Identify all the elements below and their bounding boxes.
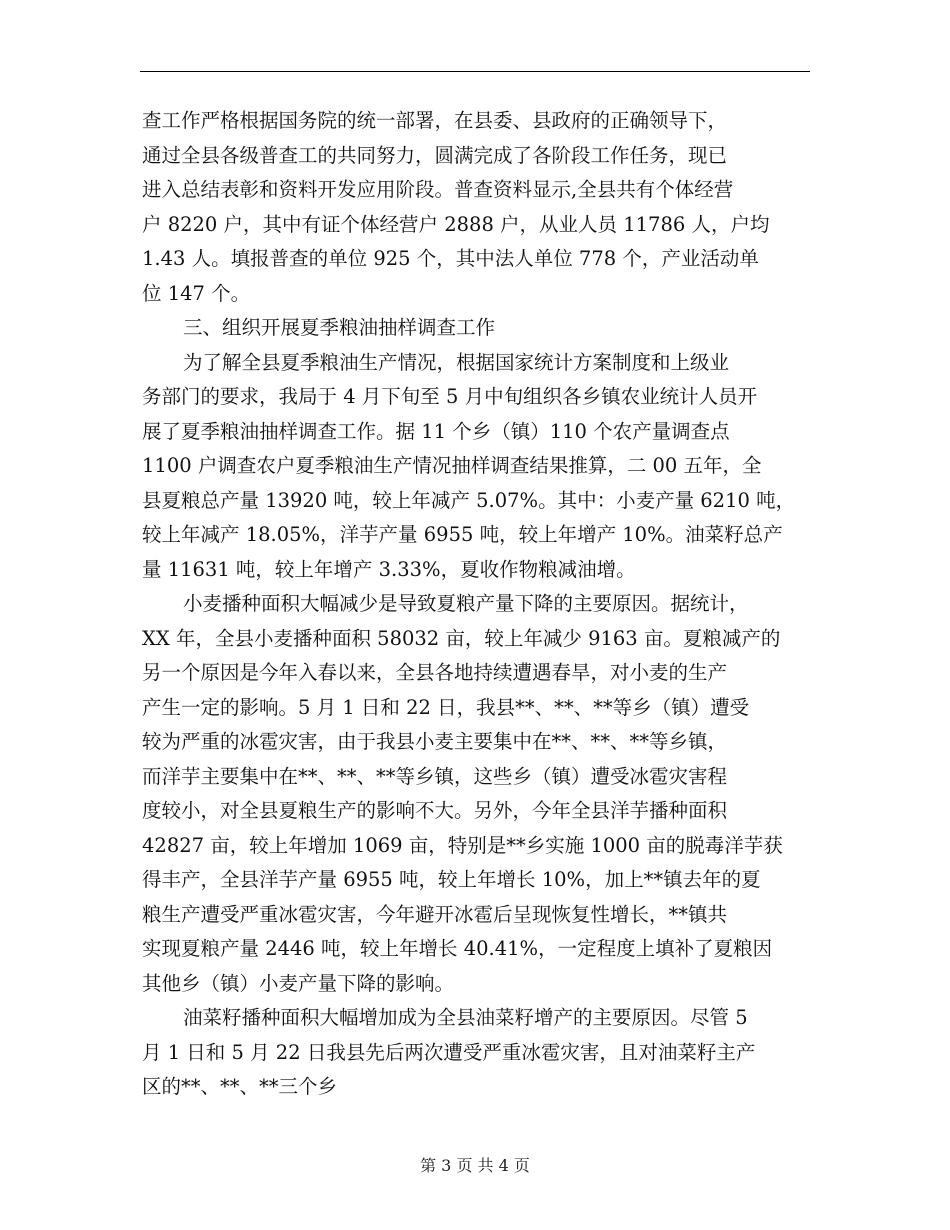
text-line: 位 147 个。 (142, 281, 251, 305)
text-line: 度较小，对全县夏粮生产的影响不大。另外，今年全县洋芋播种面积 (142, 799, 728, 822)
paragraph (142, 104, 810, 311)
text-line: 展了夏季粮油抽样调查工作。据 11 个乡（镇）110 个农产量调查点 (142, 419, 730, 443)
header-rule (140, 71, 810, 72)
text-line: 另一个原因是今年入春以来，全县各地持续遭遇春旱，对小麦的生产 (142, 661, 728, 684)
paragraph (142, 311, 810, 346)
text-line: 为了解全县夏季粮油生产情况，根据国家统计方案制度和上级业 (183, 350, 730, 374)
text-line: 粮生产遭受严重冰雹灾害，今年避开冰雹后呈现恢复性增长，**镇共 (142, 902, 728, 926)
text-line: 得丰产，全县洋芋产量 6955 吨，较上年增长 10%，加上**镇去年的夏 (142, 868, 761, 891)
text-line: 量 11631 吨，较上年增产 3.33%，夏收作物粮减油增。 (142, 557, 636, 581)
page-number: 第 3 页 共 4 页 (420, 1156, 530, 1175)
text-line: 县夏粮总产量 13920 吨，较上年减产 5.07%。其中：小麦产量 6210 吨， (142, 488, 796, 512)
section-heading: 三、组织开展夏季粮油抽样调查工作 (183, 316, 496, 339)
paragraph (142, 346, 810, 588)
text-line: 户 8220 户，其中有证个体经营户 2888 户，从业人员 11786 人，户均 (142, 212, 770, 236)
text-line: 其他乡（镇）小麦产量下降的影响。 (142, 971, 455, 995)
text-line: 1.43 人。填报普查的单位 925 个，其中法人单位 778 个，产业活动单 (142, 247, 759, 270)
text-line: 区的**、**、**三个乡 (142, 1075, 338, 1098)
text-line: 查工作严格根据国务院的统一部署，在县委、县政府的正确领导下， (142, 109, 728, 132)
text-line: 实现夏粮产量 2446 吨，较上年增长 40.41%，一定程度上填补了夏粮因 (142, 937, 773, 960)
text-line: XX 年，全县小麦播种面积 58032 亩，较上年减少 9163 亩。夏粮减产的 (142, 626, 781, 650)
text-line: 进入总结表彰和资料开发应用阶段。普查资料显示,全县共有个体经营 (142, 178, 734, 201)
text-line: 务部门的要求，我局于 4 月下旬至 5 月中旬组织各乡镇农业统计人员开 (142, 385, 758, 408)
paragraph (142, 587, 810, 1001)
text-line: 较为严重的冰雹灾害，由于我县小麦主要集中在**、**、**等乡镇， (142, 730, 728, 753)
document-body (142, 104, 810, 1105)
text-line: 42827 亩，较上年增加 1069 亩，特别是**乡实施 1000 亩的脱毒洋芋获 (142, 833, 783, 857)
text-line: 小麦播种面积大幅减少是导致夏粮产量下降的主要原因。据统计， (183, 592, 749, 615)
text-line: 较上年减产 18.05%，洋芋产量 6955 吨，较上年增产 10%。油菜籽总产 (142, 523, 783, 546)
text-line: 通过全县各级普查工的共同努力，圆满完成了各阶段工作任务，现已 (142, 143, 728, 167)
text-line: 1100 户调查农户夏季粮油生产情况抽样调查结果推算，二 00 五年，全 (142, 454, 762, 477)
text-line: 油菜籽播种面积大幅增加成为全县油菜籽增产的主要原因。尽管 5 (183, 1006, 748, 1029)
text-line: 产生一定的影响。5 月 1 日和 22 日，我县**、**、**等乡（镇）遭受 (142, 695, 750, 719)
paragraph (142, 1001, 810, 1105)
text-line: 而洋芋主要集中在**、**、**等乡镇，这些乡（镇）遭受冰雹灾害程 (142, 764, 728, 788)
text-line: 月 1 日和 5 月 22 日我县先后两次遭受严重冰雹灾害，且对油菜籽主产 (142, 1040, 756, 1064)
